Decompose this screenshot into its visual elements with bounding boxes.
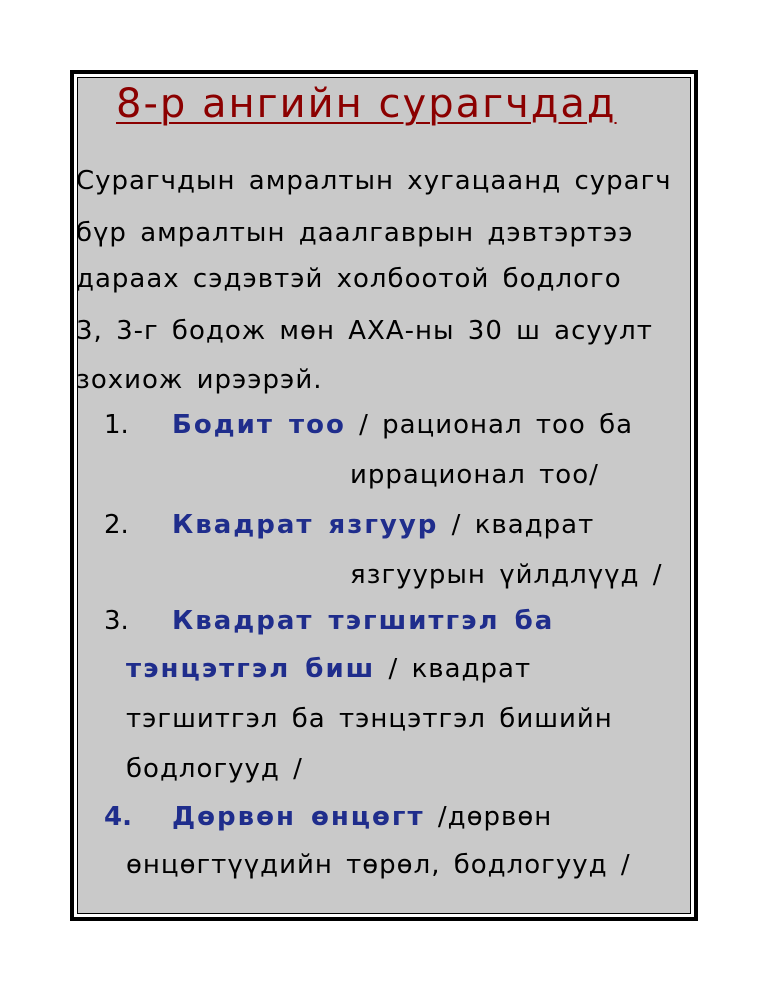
item-3-cont-2: бодлогууд / — [126, 754, 303, 784]
item-3-line-2 — [126, 656, 531, 682]
intro-line-1: Сурагчдын амралтын хугацаанд сурагч — [76, 166, 672, 196]
document-frame — [70, 70, 698, 921]
page-title: 8-р ангийн сурагчдад — [116, 81, 617, 127]
intro-line-5: зохиож ирээрэй. — [76, 365, 323, 395]
item-3-topic-2: тэнцэтгэл биш — [126, 654, 376, 684]
item-3-topic: Квадрат тэгшитгэл ба — [172, 606, 555, 636]
item-4-topic: Дөрвөн өнцөгт — [172, 802, 425, 832]
item-2-number: 2. — [104, 510, 129, 540]
item-2-topic: Квадрат язгуур — [172, 510, 439, 540]
item-3-number: 3. — [104, 606, 129, 636]
intro-line-3: дараах сэдэвтэй холбоотой бодлого — [76, 264, 622, 294]
item-4-number: 4. — [104, 802, 132, 832]
intro-line-2: бүр амралтын даалгаврын дэвтэртээ — [76, 218, 634, 248]
item-1-topic: Бодит тоо — [172, 410, 346, 440]
item-1-cont: иррационал тоо/ — [350, 460, 599, 490]
item-2-cont: язгуурын үйлдлүүд / — [350, 560, 663, 590]
item-1-number: 1. — [104, 410, 129, 440]
item-1-rest: / рационал тоо ба — [345, 410, 634, 440]
document-panel — [77, 77, 691, 914]
item-2-line — [172, 512, 594, 538]
item-4-line — [172, 804, 552, 830]
item-3-rest: / квадрат — [375, 654, 532, 684]
item-4-rest: /дөрвөн — [424, 802, 553, 832]
item-3-cont-1: тэгшитгэл ба тэнцэтгэл бишийн — [126, 704, 613, 734]
item-2-rest: / квадрат — [438, 510, 595, 540]
item-3-line-1 — [172, 608, 554, 634]
item-1-line — [172, 412, 633, 438]
intro-line-4: 3, 3-г бодож мөн АХА-ны 30 ш асуулт — [76, 316, 653, 346]
item-4-cont: өнцөгтүүдийн төрөл, бодлогууд / — [126, 850, 631, 880]
